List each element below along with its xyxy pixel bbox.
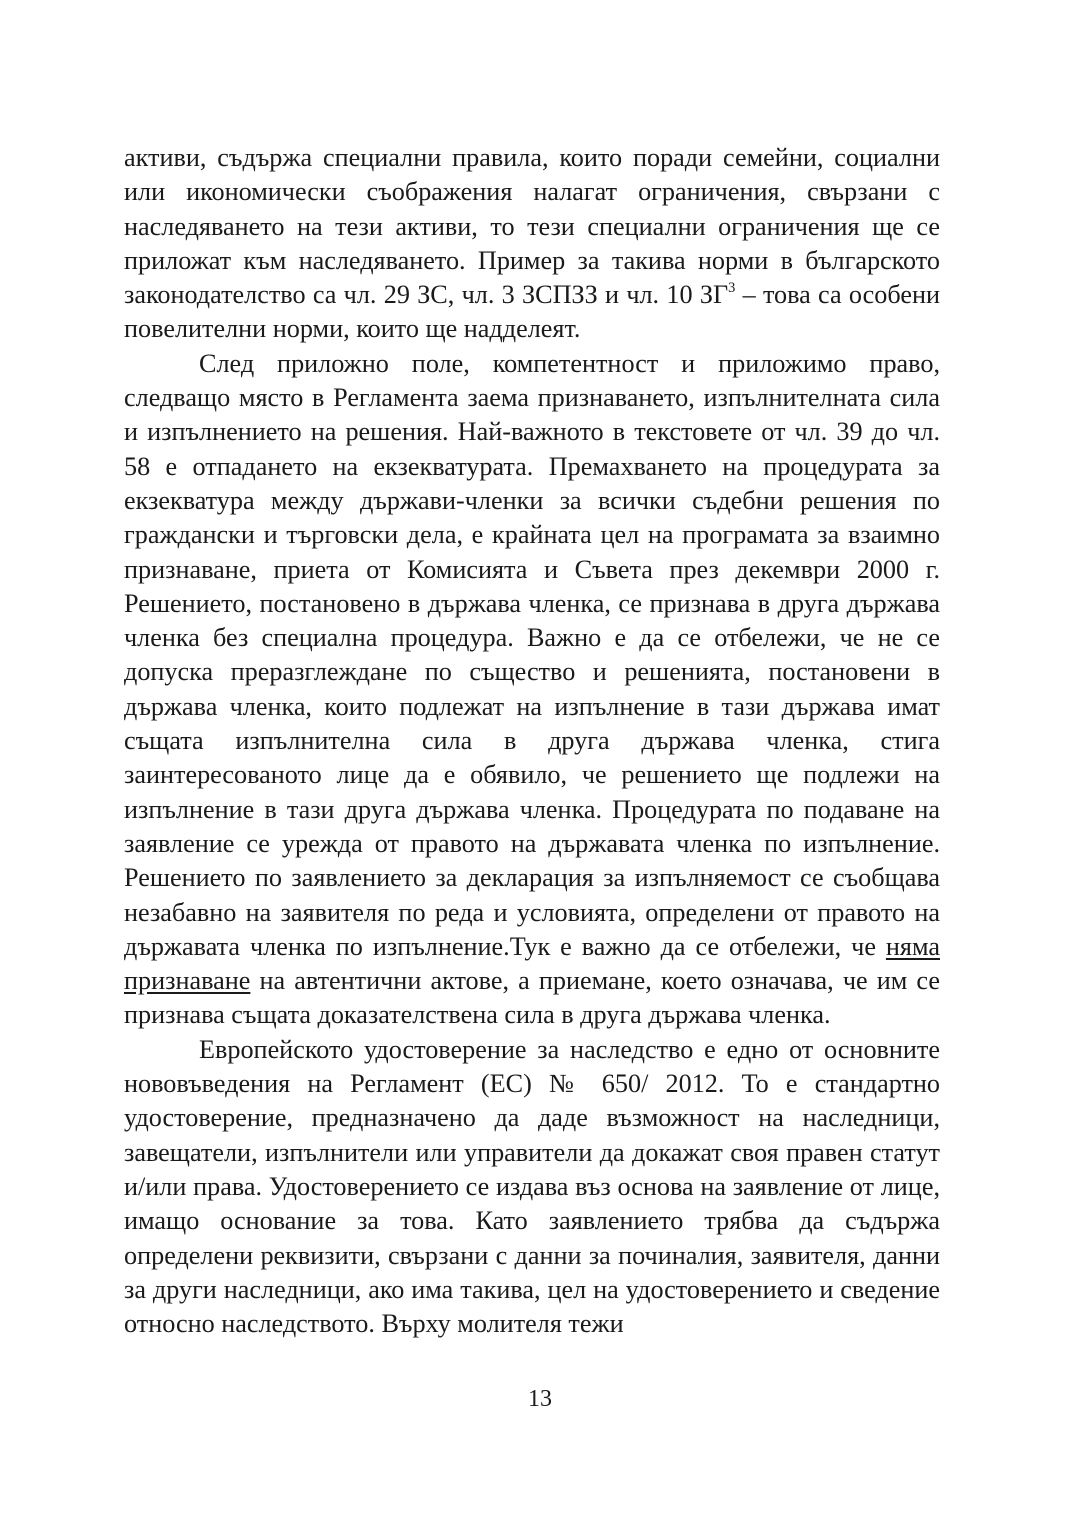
paragraph-1 [124,141,940,347]
paragraph-1-text: активи, съдържа специални правила, които поради семейни, социални или икономически съображения налагат ограничения, свързани с наследяването на тези активи, то тези специални ограничения ще се приложат към наследяването. Пример за такива норми в българското законодателство са чл. 29 ЗС, чл. 3 ЗСПЗЗ и чл. 10 ЗГ [124,143,940,310]
paragraph-3-text: Европейското удостоверение за наследство е едно от основните нововъведения на Регламент (ЕС) № 650/ 2012. То е стандартно удостоверение, предназначено да даде възможност на наследници, завещатели, изпълнители или управители да докажат своя правен статут и/или права. Удостоверението се издава въз основа на заявление от лице, имащо основание за това. Като заявлението трябва да съдържа определени реквизити, свързани с данни за починалия, заявителя, данни за други наследници, ако има такива, цел на удостоверението и сведение относно наследството. Върху молителя тежи [124,1034,940,1339]
paragraph-2 [124,347,940,1033]
paragraph-3 [124,1033,940,1342]
paragraph-2-text: След приложно поле, компетентност и приложимо право, следващо място в Регламента заема признаването, изпълнителната сила и изпълнението на решения. Най-важното в текстовете от чл. 39 до чл. 58 е отпадането на екзекватурата. Премахването на процедурата за екзекватура между държави-членки за всички съдебни решения по граждански и търговски дела, е крайната цел на програмата за взаимно признаване, приета от Комисията и Съвета през декември 2000 г. Решението, постановено в държава членка, се признава в друга държава членка без специална процедура. Важно е да се отбележи, че не се допуска преразглеждане по същество и решенията, постановени в държава членка, които подлежат на изпълнение в тази държава имат същата изпълнителна сила в друга държава членка, стига заинтересованото лице да е обявило, че решението ще подлежи на изпълнение в тази друга държава членка. Процедурата по подаване на заявление се урежда от правото на държавата членка по изпълнение. Решението по заявлението за декларация за изпълняемост се съобщава незабавно на заявителя по реда и условията, определени от правото на държавата членка по изпълнение.Тук е важно да се отбележи, че [124,348,940,961]
underlined-emphasis: няма признаване [124,931,940,996]
body-text [124,141,940,1341]
paragraph-2-text-end: на автентични актове, а приемане, което означава, че им се признава същата доказателствена сила в друга държава членка. [124,966,940,1030]
footnote-reference[interactable]: 3 [728,280,736,297]
page-number: 13 [528,1386,552,1412]
paragraph-1-text-end: – това са особени повелителни норми, които ще надделеят. [124,280,940,344]
